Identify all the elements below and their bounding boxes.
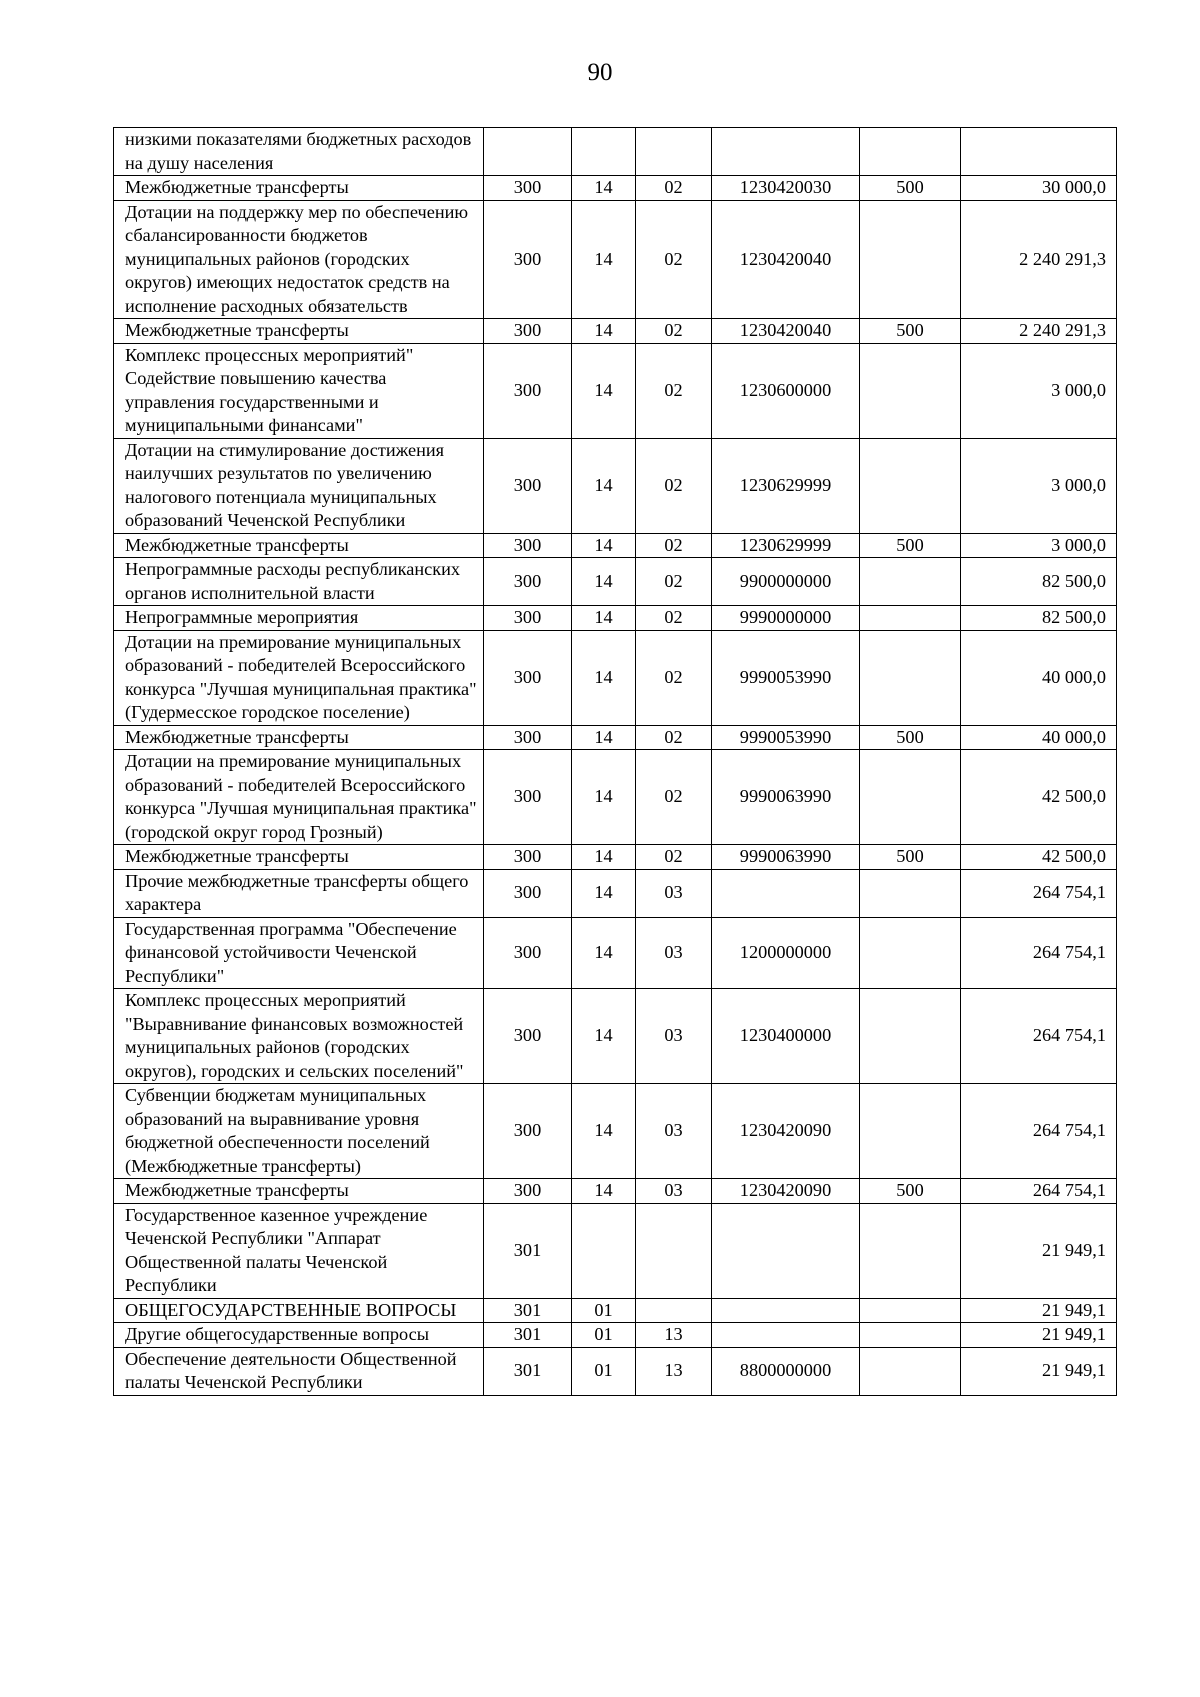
cell-name: Межбюджетные трансферты	[114, 176, 484, 201]
table-row	[114, 869, 1117, 917]
cell-grbs: 300	[484, 1179, 572, 1204]
cell-amount: 82 500,0	[961, 606, 1117, 631]
cell-section: 14	[572, 1179, 636, 1204]
cell-grbs: 300	[484, 869, 572, 917]
cell-amount	[961, 128, 1117, 176]
cell-amount: 42 500,0	[961, 750, 1117, 845]
cell-name: Другие общегосударственные вопросы	[114, 1323, 484, 1348]
table-row	[114, 917, 1117, 989]
cell-section: 14	[572, 319, 636, 344]
cell-expense-type	[860, 1298, 961, 1323]
cell-section: 14	[572, 176, 636, 201]
cell-subsection: 02	[636, 630, 712, 725]
cell-name: Дотации на премирование муниципальных образований - победителей Всероссийского конкурса "Лучшая муниципальная практика" (Гудермесское городское поселение)	[114, 630, 484, 725]
cell-expense-type	[860, 438, 961, 533]
cell-expense-type	[860, 1084, 961, 1179]
cell-expense-type: 500	[860, 845, 961, 870]
cell-section: 01	[572, 1298, 636, 1323]
cell-expense-type	[860, 917, 961, 989]
cell-target-article: 1230629999	[712, 533, 860, 558]
cell-grbs	[484, 128, 572, 176]
cell-section: 14	[572, 989, 636, 1084]
table-row	[114, 533, 1117, 558]
cell-subsection: 02	[636, 200, 712, 319]
cell-section: 14	[572, 917, 636, 989]
cell-subsection: 03	[636, 1179, 712, 1204]
cell-name: Межбюджетные трансферты	[114, 845, 484, 870]
cell-expense-type	[860, 606, 961, 631]
cell-subsection: 02	[636, 343, 712, 438]
cell-name: Межбюджетные трансферты	[114, 725, 484, 750]
cell-amount: 21 949,1	[961, 1203, 1117, 1298]
cell-grbs: 300	[484, 438, 572, 533]
cell-subsection	[636, 128, 712, 176]
cell-target-article: 1230420030	[712, 176, 860, 201]
cell-target-article: 9990000000	[712, 606, 860, 631]
cell-section: 14	[572, 845, 636, 870]
cell-target-article: 1200000000	[712, 917, 860, 989]
cell-expense-type	[860, 200, 961, 319]
table-row	[114, 1203, 1117, 1298]
cell-expense-type	[860, 1323, 961, 1348]
cell-grbs: 301	[484, 1347, 572, 1395]
cell-amount: 21 949,1	[961, 1298, 1117, 1323]
cell-grbs: 300	[484, 630, 572, 725]
budget-table-body	[114, 128, 1117, 1396]
cell-grbs: 300	[484, 1084, 572, 1179]
cell-subsection: 02	[636, 176, 712, 201]
table-row	[114, 1347, 1117, 1395]
cell-grbs: 300	[484, 725, 572, 750]
cell-name: Межбюджетные трансферты	[114, 1179, 484, 1204]
cell-target-article: 9990053990	[712, 630, 860, 725]
table-row	[114, 343, 1117, 438]
cell-name: ОБЩЕГОСУДАРСТВЕННЫЕ ВОПРОСЫ	[114, 1298, 484, 1323]
cell-expense-type: 500	[860, 533, 961, 558]
cell-subsection: 02	[636, 533, 712, 558]
cell-name: Комплекс процессных мероприятий "Выравнивание финансовых возможностей муниципальных районов (городских округов), городских и сельских поселений"	[114, 989, 484, 1084]
cell-grbs: 300	[484, 845, 572, 870]
cell-expense-type: 500	[860, 725, 961, 750]
cell-name: Прочие межбюджетные трансферты общего характера	[114, 869, 484, 917]
table-row	[114, 128, 1117, 176]
cell-amount: 264 754,1	[961, 917, 1117, 989]
cell-section: 14	[572, 200, 636, 319]
cell-name: Межбюджетные трансферты	[114, 319, 484, 344]
cell-target-article: 9990063990	[712, 750, 860, 845]
cell-amount: 264 754,1	[961, 869, 1117, 917]
cell-subsection: 13	[636, 1323, 712, 1348]
table-row	[114, 176, 1117, 201]
cell-expense-type: 500	[860, 319, 961, 344]
cell-expense-type	[860, 1203, 961, 1298]
cell-target-article: 1230420090	[712, 1084, 860, 1179]
cell-amount: 3 000,0	[961, 438, 1117, 533]
cell-amount: 2 240 291,3	[961, 200, 1117, 319]
budget-table	[113, 127, 1117, 1396]
cell-section: 14	[572, 343, 636, 438]
cell-amount: 42 500,0	[961, 845, 1117, 870]
cell-section: 14	[572, 606, 636, 631]
cell-name: Непрограммные расходы республиканских органов исполнительной власти	[114, 558, 484, 606]
cell-name: Непрограммные мероприятия	[114, 606, 484, 631]
cell-grbs: 301	[484, 1203, 572, 1298]
cell-target-article: 8800000000	[712, 1347, 860, 1395]
cell-expense-type	[860, 630, 961, 725]
cell-expense-type	[860, 750, 961, 845]
cell-subsection: 02	[636, 606, 712, 631]
cell-amount: 3 000,0	[961, 533, 1117, 558]
cell-grbs: 300	[484, 343, 572, 438]
cell-grbs: 300	[484, 606, 572, 631]
table-row	[114, 1298, 1117, 1323]
cell-subsection: 02	[636, 438, 712, 533]
cell-section	[572, 1203, 636, 1298]
cell-grbs: 300	[484, 558, 572, 606]
cell-grbs: 300	[484, 917, 572, 989]
cell-name: Дотации на премирование муниципальных образований - победителей Всероссийского конкурса "Лучшая муниципальная практика" (городской округ город Грозный)	[114, 750, 484, 845]
cell-amount: 2 240 291,3	[961, 319, 1117, 344]
cell-name: Комплекс процессных мероприятий" Содействие повышению качества управления государственными и муниципальными финансами"	[114, 343, 484, 438]
table-row	[114, 1084, 1117, 1179]
cell-section: 14	[572, 750, 636, 845]
cell-grbs: 300	[484, 750, 572, 845]
cell-grbs: 300	[484, 533, 572, 558]
cell-section: 14	[572, 1084, 636, 1179]
cell-target-article: 9990053990	[712, 725, 860, 750]
cell-subsection: 02	[636, 750, 712, 845]
cell-subsection: 02	[636, 558, 712, 606]
cell-amount: 3 000,0	[961, 343, 1117, 438]
cell-name: низкими показателями бюджетных расходов на душу населения	[114, 128, 484, 176]
table-row	[114, 438, 1117, 533]
cell-name: Государственная программа "Обеспечение финансовой устойчивости Чеченской Республики"	[114, 917, 484, 989]
cell-subsection: 03	[636, 917, 712, 989]
table-row	[114, 1323, 1117, 1348]
cell-name: Дотации на стимулирование достижения наилучших результатов по увеличению налогового потенциала муниципальных образований Чеченской Республики	[114, 438, 484, 533]
cell-grbs: 300	[484, 176, 572, 201]
cell-subsection: 02	[636, 319, 712, 344]
page-number: 90	[587, 59, 613, 86]
cell-section	[572, 128, 636, 176]
cell-target-article: 1230600000	[712, 343, 860, 438]
cell-subsection	[636, 1298, 712, 1323]
cell-target-article	[712, 1298, 860, 1323]
cell-expense-type: 500	[860, 176, 961, 201]
table-row	[114, 845, 1117, 870]
cell-target-article: 9900000000	[712, 558, 860, 606]
cell-subsection: 02	[636, 845, 712, 870]
cell-target-article	[712, 128, 860, 176]
cell-subsection: 13	[636, 1347, 712, 1395]
cell-grbs: 301	[484, 1298, 572, 1323]
cell-grbs: 300	[484, 200, 572, 319]
cell-subsection	[636, 1203, 712, 1298]
table-row	[114, 200, 1117, 319]
cell-amount: 21 949,1	[961, 1347, 1117, 1395]
cell-grbs: 301	[484, 1323, 572, 1348]
cell-amount: 264 754,1	[961, 1179, 1117, 1204]
table-row	[114, 1179, 1117, 1204]
cell-name: Дотации на поддержку мер по обеспечению сбалансированности бюджетов муниципальных районов (городских округов) имеющих недостаток средств на исполнение расходных обязательств	[114, 200, 484, 319]
cell-target-article: 1230420090	[712, 1179, 860, 1204]
cell-amount: 21 949,1	[961, 1323, 1117, 1348]
cell-amount: 40 000,0	[961, 630, 1117, 725]
table-row	[114, 319, 1117, 344]
cell-section: 14	[572, 869, 636, 917]
cell-target-article: 1230420040	[712, 200, 860, 319]
cell-target-article: 1230420040	[712, 319, 860, 344]
cell-name: Межбюджетные трансферты	[114, 533, 484, 558]
cell-section: 14	[572, 533, 636, 558]
table-row	[114, 558, 1117, 606]
cell-name: Обеспечение деятельности Общественной палаты Чеченской Республики	[114, 1347, 484, 1395]
cell-expense-type	[860, 1347, 961, 1395]
cell-target-article: 1230629999	[712, 438, 860, 533]
cell-section: 14	[572, 438, 636, 533]
cell-target-article	[712, 869, 860, 917]
cell-target-article	[712, 1323, 860, 1348]
cell-amount: 264 754,1	[961, 989, 1117, 1084]
cell-subsection: 03	[636, 989, 712, 1084]
cell-expense-type	[860, 989, 961, 1084]
table-row	[114, 630, 1117, 725]
table-row	[114, 725, 1117, 750]
cell-amount: 264 754,1	[961, 1084, 1117, 1179]
cell-expense-type: 500	[860, 1179, 961, 1204]
cell-target-article	[712, 1203, 860, 1298]
cell-name: Субвенции бюджетам муниципальных образований на выравнивание уровня бюджетной обеспеченности поселений (Межбюджетные трансферты)	[114, 1084, 484, 1179]
table-row	[114, 989, 1117, 1084]
cell-amount: 82 500,0	[961, 558, 1117, 606]
table-row	[114, 750, 1117, 845]
cell-target-article: 9990063990	[712, 845, 860, 870]
cell-expense-type	[860, 558, 961, 606]
cell-grbs: 300	[484, 989, 572, 1084]
cell-target-article: 1230400000	[712, 989, 860, 1084]
cell-expense-type	[860, 128, 961, 176]
cell-subsection: 02	[636, 725, 712, 750]
cell-section: 14	[572, 558, 636, 606]
cell-expense-type	[860, 869, 961, 917]
cell-amount: 40 000,0	[961, 725, 1117, 750]
cell-subsection: 03	[636, 869, 712, 917]
cell-name: Государственное казенное учреждение Чеченской Республики "Аппарат Общественной палаты Чеченской Республики	[114, 1203, 484, 1298]
table-row	[114, 606, 1117, 631]
cell-amount: 30 000,0	[961, 176, 1117, 201]
cell-section: 14	[572, 725, 636, 750]
cell-section: 14	[572, 630, 636, 725]
cell-expense-type	[860, 343, 961, 438]
cell-section: 01	[572, 1323, 636, 1348]
cell-grbs: 300	[484, 319, 572, 344]
cell-section: 01	[572, 1347, 636, 1395]
cell-subsection: 03	[636, 1084, 712, 1179]
